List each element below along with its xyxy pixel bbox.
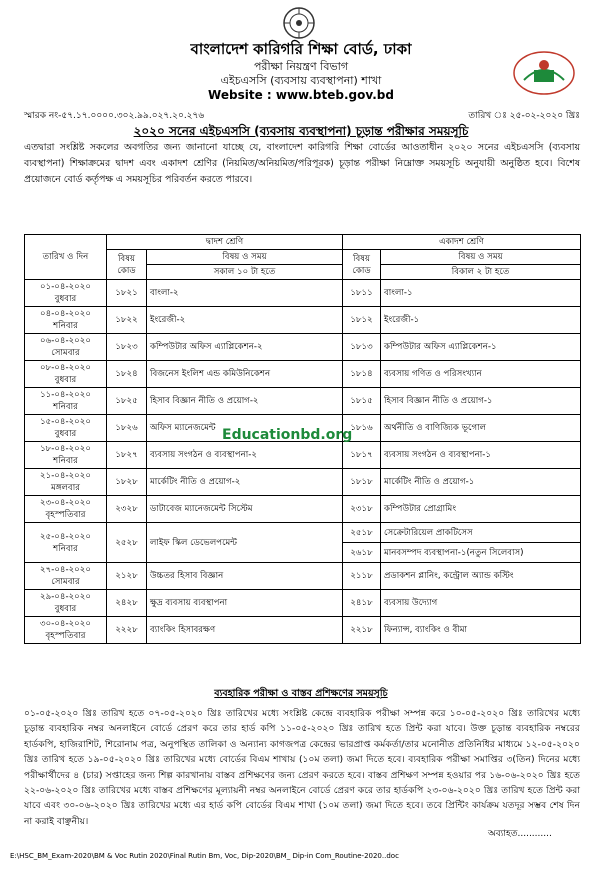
division-name: পরীক্ষা নিয়ন্ত্রণ বিভাগ [253, 60, 349, 73]
row-code-11: ১৮১৬ [343, 415, 381, 442]
row-day: শনিবার [53, 543, 78, 554]
row-code-11: ১৮১৮ [343, 469, 381, 496]
header-subject-time-12: বিষয় ও সময় [147, 250, 343, 265]
memo-number: স্মারক নং-৫৭.১৭.০০০০.৩০২.৯৯.০২৭.২০.২৭৬ [24, 111, 205, 121]
government-emblem-logo [278, 6, 320, 40]
row-date: ১১-০৪-২০২০ [40, 390, 91, 400]
row-subject-12: কম্পিউটার অফিস এ্যাপ্লিকেশন-২ [147, 334, 343, 361]
header-subject-code-12: বিষয় কোড [107, 250, 147, 280]
row-date: ২১-০৪-২০২০ [40, 471, 91, 481]
row-date-day [25, 590, 107, 617]
row-code-12: ১৮২৪ [107, 361, 147, 388]
row-subject-11: ব্যবসায় উদ্যোগ [381, 590, 581, 617]
continued-text: অব্যাহত............ [488, 829, 552, 839]
row-day: বৃহস্পতিবার [45, 631, 86, 641]
row-date-day [25, 617, 107, 644]
row-day: শনিবার [53, 456, 78, 466]
row-subject-12: ডাটাবেজ ম্যানেজমেন্ট সিস্টেম [147, 496, 343, 523]
table-row [25, 590, 581, 617]
intro-paragraph: এতদ্বারা সংশ্লিষ্ট সকলের অবগতির জন্য জানানো যাচ্ছে যে, বাংলাদেশ কারিগরি শিক্ষা বোর্ডের আওতাধীন ২০২০ সনের এইচএসসি (ব্যবসায় ব্যবস্থাপনা) শিক্ষাক্রমের দ্বাদশ এবং একাদশ শ্রেণির (নিয়মিত/অনিয়মিত/পরিপূরক) চূড়ান্ত পরীক্ষা নিম্নোক্ত সময়সূচি অনুযায়ী অনুষ্ঠিত হবে। বিশেষ প্রয়োজনে বোর্ড কর্তৃপক্ষ এ সময়সূচির পরিবর্তন করতে পারবে। [24, 142, 580, 185]
row-subject-11: ফিন্যান্স, ব্যাংকিং ও বীমা [381, 617, 581, 644]
row-date-day [25, 442, 107, 469]
table-row [25, 442, 581, 469]
row-subject-11: সেক্রেটারিয়েল প্রাকটিসেস [381, 523, 581, 543]
row-date: ০১-০৪-২০২০ [40, 282, 91, 292]
row-day: সোমবার [51, 348, 80, 358]
practical-title: ব্যবহারিক পরীক্ষা ও বাস্তব প্রশিক্ষণের সময়সূচি [214, 688, 388, 699]
table-row [25, 334, 581, 361]
row-date-day [25, 280, 107, 307]
row-subject-12: ব্যবসায় সংগঠন ও ব্যবস্থাপনা-২ [147, 442, 343, 469]
row-subject-11: কম্পিউটার অফিস এ্যাপ্লিকেশন-১ [381, 334, 581, 361]
header-subject-code-11: বিষয় কোড [343, 250, 381, 280]
row-date-day [25, 523, 107, 563]
row-code-12: ১৮২১ [107, 280, 147, 307]
row-subject-11: মানবসম্পদ ব্যবস্থাপনা-১(নতুন সিলেবাস) [381, 543, 581, 563]
row-code-11: ২৩১৮ [343, 496, 381, 523]
row-code-11: ১৮১১ [343, 280, 381, 307]
row-subject-12: মার্কেটিং নীতি ও প্রয়োগ-২ [147, 469, 343, 496]
header-date-day: তারিখ ও দিন [25, 235, 107, 280]
row-date-day [25, 469, 107, 496]
header-class-12: দ্বাদশ শ্রেণি [107, 235, 343, 250]
row-date-day [25, 307, 107, 334]
row-date-day [25, 334, 107, 361]
table-row [25, 280, 581, 307]
row-code-12: ১৮২৬ [107, 415, 147, 442]
row-code-12: ১৮২৭ [107, 442, 147, 469]
row-date: ৩০-০৪-২০২০ [40, 619, 91, 629]
row-subject-11: বাংলা-১ [381, 280, 581, 307]
header-time-11: বিকাল ২ টা হতে [381, 265, 581, 280]
table-row [25, 307, 581, 334]
row-day: শনিবার [53, 402, 78, 412]
row-day: বুধবার [54, 294, 77, 304]
branch-name: এইচএসসি (ব্যবসায় ব্যবস্থাপনা) শাখা [220, 74, 382, 87]
row-subject-12: উচ্চতর হিসাব বিজ্ঞান [147, 563, 343, 590]
row-code-11: ১৮১২ [343, 307, 381, 334]
file-path-footer: E:\HSC_BM_Exam-2020\BM & Voc Rutin 2020\Final Rutin Bm, Voc, Dip-2020\BM_ Dip-in Com_Routine-2020..doc [10, 852, 399, 860]
row-date: ০৬-০৪-২০২০ [40, 336, 91, 346]
row-date-day [25, 415, 107, 442]
row-subject-11: হিসাব বিজ্ঞান নীতি ও প্রয়োগ-১ [381, 388, 581, 415]
row-subject-11: ব্যবসায় সংগঠন ও ব্যবস্থাপনা-১ [381, 442, 581, 469]
row-date: ১৫-০৪-২০২০ [40, 417, 91, 427]
row-subject-12: ব্যাংকিং হিসাবরক্ষণ [147, 617, 343, 644]
row-code-11: ২১১৮ [343, 563, 381, 590]
row-date-day [25, 361, 107, 388]
row-subject-11: প্রডাকশন প্লানিং, কন্ট্রোল অ্যান্ড কস্টিং [381, 563, 581, 590]
row-subject-12: হিসাব বিজ্ঞান নীতি ও প্রয়োগ-২ [147, 388, 343, 415]
row-code-12: ১৮২৫ [107, 388, 147, 415]
table-row [25, 523, 581, 543]
website-text: Website : www.bteb.gov.bd [208, 88, 394, 102]
table-row [25, 563, 581, 590]
header-subject-time-11: বিষয় ও সময় [381, 250, 581, 265]
table-row [25, 361, 581, 388]
row-code-12: ১৮২২ [107, 307, 147, 334]
row-subject-12: অফিস ম্যানেজমেন্ট [147, 415, 343, 442]
row-code-12: ১৮২৩ [107, 334, 147, 361]
row-code-12: ২৫২৮ [107, 523, 147, 563]
practical-paragraph: ০১-০৫-২০২০ খ্রিঃ তারিখ হতে ০৭-০৫-২০২০ খ্রিঃ তারিখের মধ্যে সংশ্লিষ্ট কেন্দ্রে ব্যবহারিক পরীক্ষা সম্পন্ন করে ১০-০৫-২০২০ খ্রিঃ তারিখের মধ্যে চূড়ান্ত ব্যবহারিক নম্বর অনলাইনে বোর্ডে প্রেরণ করে তার হার্ড কপি ১১-০৫-২০২০ খ্রিঃ তারিখ হতে প্রিন্ট করা যাবে। উক্ত চূড়ান্ত ব্যবহারিক নম্বরের হার্ডকপি, হাজিরাশিট, শিরোনাম পত্র, অনুপস্থিত তালিকা ও অন্যান্য কাগজপত্র কেন্দ্রের ভারপ্রাপ্ত কর্মকর্তা/তার মনোনীত প্রতিনিধির মাধ্যমে ১২-০৫-২০২০ খ্রিঃ তারিখ হতে ১৯-০৫-২০২০ খ্রিঃ তারিখের মধ্যে বোর্ডের বিএম শাখায় (১০ম তলা) জমা দিতে হবে। ব্যবহারিক পরীক্ষা সমাপ্তির ৩(তিন) দিনের মধ্যে পরীক্ষার্থীদের ৪ (চার) সপ্তাহের জন্য শিল্প কারখানায় বাস্তব প্রশিক্ষণের জন্য প্রেরণ করতে হবে। বাস্তব প্রশিক্ষণ সম্পন্ন হওয়ার পর ১৬-০৬-২০২০ খ্রিঃ হতে ২২-০৬-২০২০ খ্রিঃ তারিখের মধ্যে বাস্তব প্রশিক্ষণের মূল্যায়নী নম্বর অনলাইনে বোর্ডে প্রেরণ করে তার হার্ডকপি ২৩-০৬-২০২০ খ্রিঃ তারিখ হতে প্রিন্ট করা যাবে এবং ৩০-০৬-২০২০ খ্রিঃ তারিখের মধ্যে এর হার্ড কপি বোর্ডের বিএম শাখা (১০ম তলা) জমা দিতে হবে। তবে প্রিন্টিং কার্যক্রম যতদূর সম্ভব শেষ দিন না করাই বাঞ্ছনীয়। [24, 708, 580, 827]
table-row [25, 496, 581, 523]
row-subject-12: বাংলা-২ [147, 280, 343, 307]
row-subject-11: অর্থনীতি ও বাণিজ্যিক ভূগোল [381, 415, 581, 442]
row-day: বুধবার [54, 604, 77, 614]
row-day: শনিবার [53, 321, 78, 331]
row-code-11: ২৬১৮ [343, 543, 381, 563]
header-class-11: একাদশ শ্রেণি [343, 235, 581, 250]
org-name: বাংলাদেশ কারিগরি শিক্ষা বোর্ড, ঢাকা [190, 40, 412, 58]
row-code-11: ১৮১৪ [343, 361, 381, 388]
row-subject-12: ক্ষুদ্র ব্যবসায় ব্যবস্থাপনা [147, 590, 343, 617]
row-subject-11: কম্পিউটার প্রোগ্রামিং [381, 496, 581, 523]
row-date: ১৮-০৪-২০২০ [40, 444, 91, 454]
row-date: ০৪-০৪-২০২০ [40, 309, 91, 319]
row-day: মঙ্গলবার [51, 483, 80, 493]
row-code-11: ১৮১৭ [343, 442, 381, 469]
page-title: ২০২০ সনের এইচএসসি (ব্যবসায় ব্যবস্থাপনা) চূড়ান্ত পরীক্ষার সময়সূচি [133, 124, 469, 138]
row-code-11: ২৪১৮ [343, 590, 381, 617]
row-date: ২৯-০৪-২০২০ [40, 592, 91, 602]
row-code-12: ২৩২৮ [107, 496, 147, 523]
row-code-11: ২৫১৮ [343, 523, 381, 543]
header-time-12: সকাল ১০ টা হতে [147, 265, 343, 280]
row-date-day [25, 563, 107, 590]
row-subject-12: বিজনেস ইংলিশ এন্ড কমিউনিকেশন [147, 361, 343, 388]
row-subject-11: মার্কেটিং নীতি ও প্রয়োগ-১ [381, 469, 581, 496]
row-subject-12: ইংরেজী-২ [147, 307, 343, 334]
row-subject-11: ইংরেজী-১ [381, 307, 581, 334]
row-day: বুধবার [54, 375, 77, 385]
table-row [25, 388, 581, 415]
row-code-12: ২১২৮ [107, 563, 147, 590]
row-code-11: ১৮১৫ [343, 388, 381, 415]
row-day: সোমবার [51, 577, 80, 587]
row-code-12: ২৪২৮ [107, 590, 147, 617]
row-date: ২৩-০৪-২০২০ [40, 498, 91, 508]
row-subject-11: ব্যবসায় গণিত ও পরিসংখ্যান [381, 361, 581, 388]
row-code-11: ২২১৮ [343, 617, 381, 644]
issue-date: তারিখ ঃ ২৫-০২-২০২০ খ্রিঃ [468, 111, 580, 121]
row-code-12: ২২২৮ [107, 617, 147, 644]
row-code-12: ১৮২৮ [107, 469, 147, 496]
table-row [25, 469, 581, 496]
row-subject-12: লাইফ স্কিল ডেভেলপমেন্ট [147, 523, 343, 563]
row-date-day [25, 388, 107, 415]
row-date: ২৫-০৪-২০২০ [40, 531, 91, 542]
row-date-day [25, 496, 107, 523]
row-code-11: ১৮১৩ [343, 334, 381, 361]
row-day: বৃহস্পতিবার [45, 510, 86, 520]
row-day: বুধবার [54, 429, 77, 439]
table-row [25, 617, 581, 644]
watermark-text: Educationbd.org [222, 427, 353, 443]
row-date: ০৮-০৪-২০২০ [40, 363, 91, 373]
row-date: ২৭-০৪-২০২০ [40, 565, 91, 575]
